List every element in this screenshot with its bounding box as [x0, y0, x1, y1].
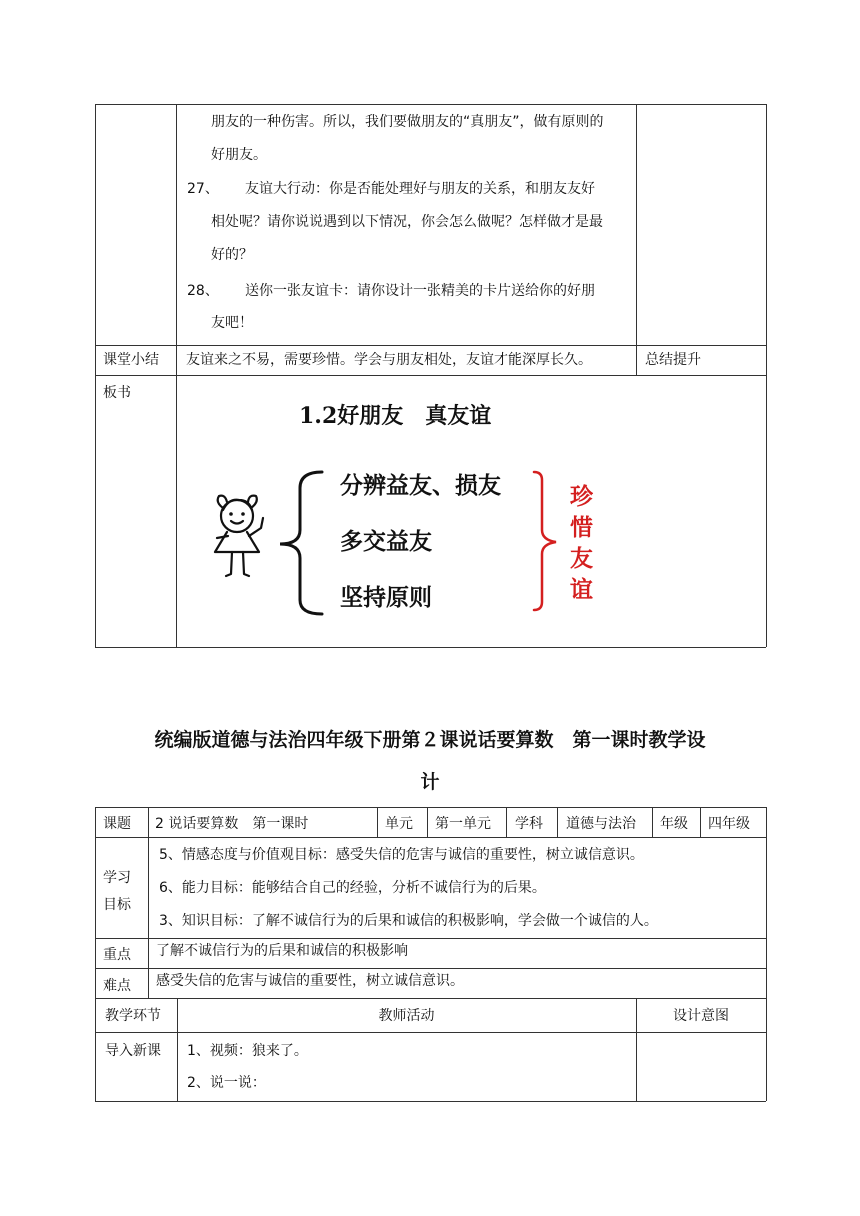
- activity-text-line: 友吧！: [211, 315, 253, 331]
- key-point-label: 重点: [103, 947, 131, 963]
- table-row-divider: [95, 968, 766, 969]
- column-header-teacher: 教师活动: [378, 1008, 435, 1024]
- grade-value: 四年级: [708, 816, 750, 832]
- table-row-divider: [95, 345, 766, 346]
- subject-value: 道德与法治: [566, 816, 636, 832]
- document-title-continued: 计: [420, 771, 440, 793]
- table-row-divider: [95, 1032, 766, 1033]
- board-side-char: 惜: [570, 514, 593, 541]
- difficulty-value: 感受失信的危害与诚信的重要性，树立诚信意识。: [156, 973, 464, 989]
- table-border-top: [95, 807, 766, 808]
- goals-label: 目标: [103, 897, 131, 913]
- left-brace-icon: [276, 468, 326, 618]
- goal-item: 6、能力目标：能够结合自己的经验，分析不诚信行为的后果。: [159, 880, 546, 896]
- topic-value: 2 说话要算数 第一课时: [155, 816, 309, 832]
- board-item: 坚持原则: [340, 584, 432, 611]
- activity-text-line: 朋友的一种伤害。所以，我们要做朋友的“真朋友”，做有原则的: [211, 114, 604, 130]
- table-col-divider: [148, 807, 149, 998]
- table-col-divider: [377, 807, 378, 837]
- table-row-divider: [95, 998, 766, 999]
- goals-label: 学习: [103, 870, 131, 886]
- activity-text-line: 送你一张友谊卡：请你设计一张精美的卡片送给你的好朋: [245, 283, 595, 299]
- goal-item: 3、知识目标：了解不诚信行为的后果和诚信的积极影响，学会做一个诚信的人。: [159, 913, 658, 929]
- board-item: 分辨益友、损友: [340, 472, 501, 499]
- table-border-top: [95, 104, 766, 105]
- intro-label: 导入新课: [105, 1043, 161, 1059]
- activity-text-line: 好的？: [211, 247, 253, 263]
- intro-item: 2、说一说：: [187, 1075, 266, 1091]
- right-bracket-icon: [530, 466, 566, 616]
- table-border-left: [95, 807, 96, 1101]
- table-col-divider: [176, 104, 177, 647]
- table-border-bottom: [95, 1101, 766, 1102]
- summary-content: 友谊来之不易，需要珍惜。学会与朋友相处，友谊才能深厚长久。: [186, 352, 592, 368]
- summary-intent: 总结提升: [645, 352, 701, 368]
- column-header-intent: 设计意图: [673, 1008, 729, 1024]
- table-border-right: [766, 807, 767, 1101]
- table-border-right: [766, 104, 767, 647]
- table-col-divider: [652, 807, 653, 837]
- goal-item: 5、情感态度与价值观目标：感受失信的危害与诚信的重要性，树立诚信意识。: [159, 847, 644, 863]
- grade-label: 年级: [660, 816, 688, 832]
- table-col-divider: [636, 104, 637, 375]
- table-col-divider: [427, 807, 428, 837]
- key-point-value: 了解不诚信行为的后果和诚信的积极影响: [156, 943, 408, 959]
- table-row-divider: [95, 375, 766, 376]
- board-label: 板书: [103, 385, 131, 401]
- table-col-divider: [700, 807, 701, 837]
- subject-label: 学科: [515, 816, 543, 832]
- summary-label: 课堂小结: [103, 352, 159, 368]
- document-title: 统编版道德与法治四年级下册第２课说话要算数 第一课时教学设: [154, 729, 706, 751]
- intro-item: 1、视频：狼来了。: [187, 1043, 308, 1059]
- table-col-divider: [557, 807, 558, 837]
- board-side-char: 珍: [570, 483, 593, 510]
- activity-text-line: 好朋友。: [211, 147, 267, 163]
- item-number: 28、: [187, 283, 219, 299]
- board-heading: 1.2好朋友 真友谊: [299, 403, 492, 429]
- topic-label: 课题: [103, 816, 131, 832]
- table-row-divider: [95, 938, 766, 939]
- unit-label: 单元: [385, 816, 413, 832]
- activity-text-line: 友谊大行动：你是否能处理好与朋友的关系，和朋友友好: [245, 181, 595, 197]
- board-item: 多交益友: [340, 528, 432, 555]
- board-side-char: 友: [570, 545, 593, 572]
- unit-value: 第一单元: [435, 816, 491, 832]
- column-header-stage: 教学环节: [105, 1008, 161, 1024]
- table-row-divider: [95, 837, 766, 838]
- table-col-divider: [506, 807, 507, 837]
- activity-text-line: 相处呢？请你说说遇到以下情况，你会怎么做呢？怎样做才是最: [211, 214, 603, 230]
- difficulty-label: 难点: [103, 978, 131, 994]
- item-number: 27、: [187, 181, 219, 197]
- table-border-left: [95, 104, 96, 647]
- table-border-bottom: [95, 647, 766, 648]
- board-side-char: 谊: [570, 576, 593, 603]
- girl-doodle-icon: [205, 488, 275, 584]
